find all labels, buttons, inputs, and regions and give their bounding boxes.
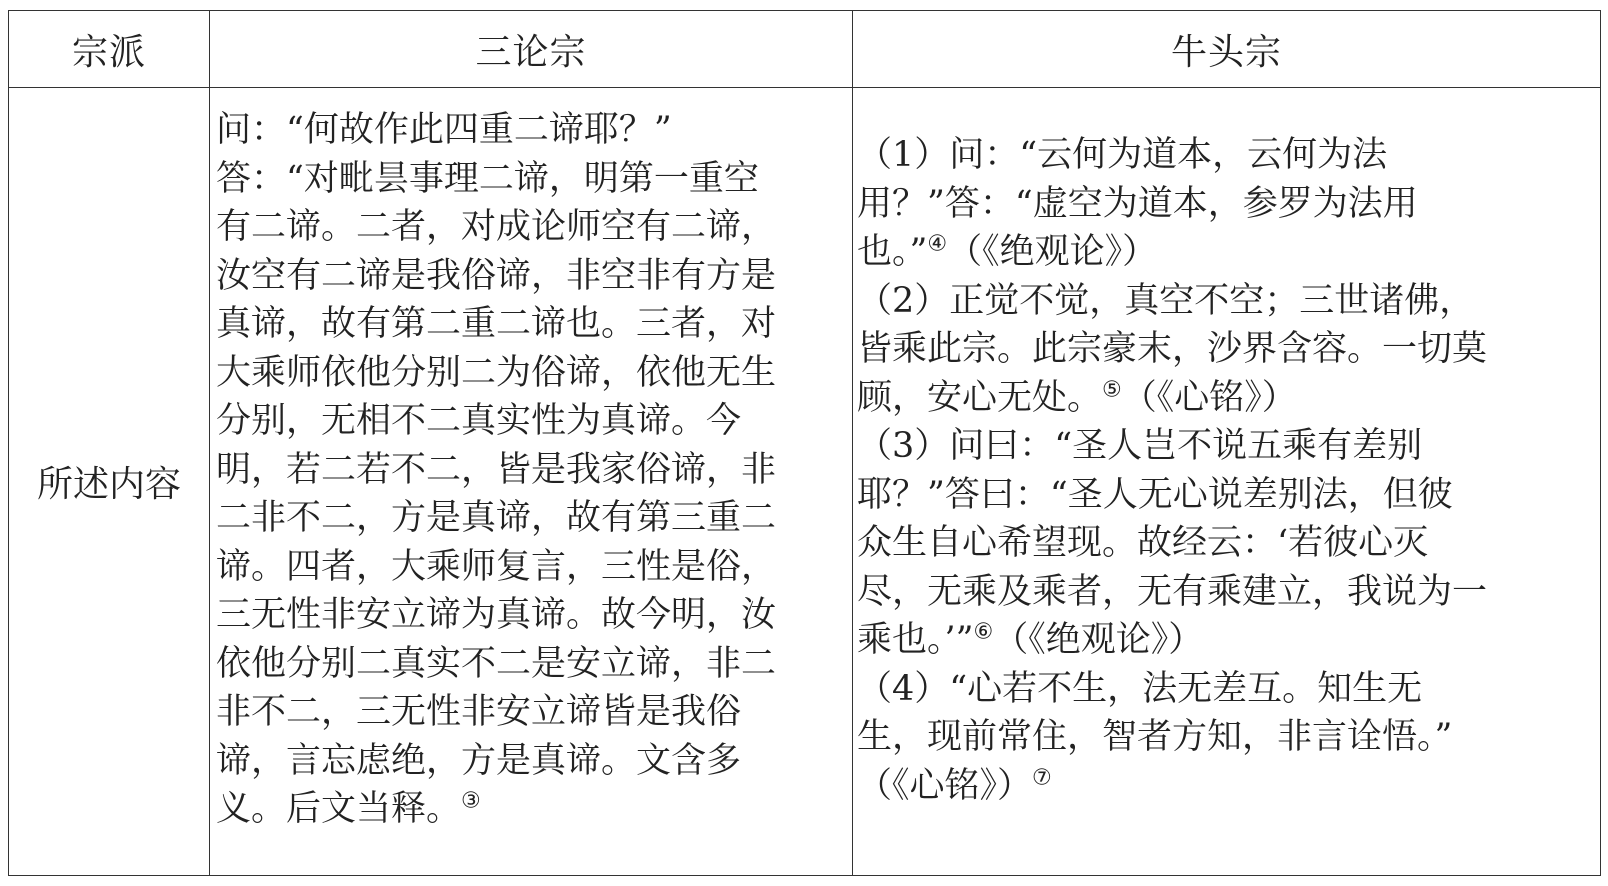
sanlun-line: 明，若二若不二，皆是我家俗谛，非 bbox=[216, 449, 777, 490]
footnote-marker: ⑦ bbox=[1032, 764, 1052, 790]
niutou-line: 也。” bbox=[857, 232, 928, 272]
sanlun-line: 二非不二，方是真谛，故有第三重二 bbox=[216, 498, 777, 538]
niutou-line: 众生自心希望现。故经云：‘若彼心灭 bbox=[857, 523, 1429, 563]
sanlun-line: 谛，言忘虑绝，方是真谛。文含多 bbox=[216, 740, 742, 781]
sanlun-last-line bbox=[216, 785, 848, 834]
niutou-text bbox=[853, 88, 1600, 810]
sanlun-line: 非不二，三无性非安立谛皆是我俗 bbox=[216, 692, 742, 732]
sanlun-line: 三无性非安立谛为真谛。故今明，汝 bbox=[216, 595, 777, 635]
row-label: 所述内容 bbox=[9, 88, 210, 876]
niutou-line: 皆乘此宗。此宗豪末，沙界含容。一切莫 bbox=[857, 329, 1488, 369]
niutou-line: 生，现前常住，智者方知，非言诠悟。” bbox=[857, 717, 1453, 757]
sanlun-line: 汝空有二谛是我俗谛，非空非有方是 bbox=[216, 255, 777, 296]
niutou-line: （4）“心若不生，法无差互。知生无 bbox=[857, 668, 1423, 709]
sanlun-line: 大乘师依他分别二为俗谛，依他无生 bbox=[216, 352, 777, 393]
niutou-line: 用？”答：“虚空为道本，参罗为法用 bbox=[857, 183, 1418, 224]
footnote-marker: ③ bbox=[461, 788, 481, 814]
niutou-line: 乘也。’” bbox=[857, 620, 974, 660]
sanlun-line: 义。后文当释。 bbox=[216, 789, 462, 829]
niutou-line: 尽，无乘及乘者，无有乘建立，我说为一 bbox=[857, 571, 1488, 612]
source-citation: （《绝观论》） bbox=[947, 232, 1158, 272]
header-niutou: 牛头宗 bbox=[853, 11, 1601, 88]
comparison-table bbox=[8, 10, 1601, 876]
niutou-cell bbox=[853, 88, 1601, 876]
sanlun-line: 分别，无相不二真实性为真谛。今 bbox=[216, 401, 742, 441]
footnote-marker: ⑤ bbox=[1102, 376, 1122, 402]
header-school: 宗派 bbox=[9, 11, 210, 88]
sanlun-cell bbox=[210, 88, 853, 876]
sanlun-line: 答：“对毗昙事理二谛，明第一重空 bbox=[216, 158, 759, 199]
sanlun-line: 有二谛。二者，对成论师空有二谛， bbox=[216, 207, 777, 247]
niutou-item-4-end bbox=[857, 762, 1596, 811]
sanlun-text bbox=[210, 88, 852, 834]
niutou-line: （《心铭》） bbox=[857, 765, 1033, 806]
niutou-line: 耶？”答曰：“圣人无心说差别法，但彼 bbox=[857, 474, 1453, 515]
niutou-item-2-end bbox=[857, 374, 1596, 423]
sanlun-line: 问：“何故作此四重二谛耶？” bbox=[216, 110, 672, 150]
niutou-line: 顾，安心无处。 bbox=[857, 377, 1103, 418]
content-row bbox=[9, 88, 1601, 876]
niutou-item-3-end bbox=[857, 616, 1596, 665]
sanlun-line: 谛。四者，大乘师复言，三性是俗， bbox=[216, 546, 777, 587]
niutou-item-1-end bbox=[857, 228, 1596, 277]
sanlun-line: 真谛，故有第二重二谛也。三者，对 bbox=[216, 304, 777, 344]
niutou-line: （3）问曰：“圣人岂不说五乘有差别 bbox=[857, 426, 1423, 466]
sanlun-line: 依他分别二真实不二是安立谛，非二 bbox=[216, 643, 777, 684]
header-row bbox=[9, 11, 1601, 88]
niutou-line: （1）问：“云何为道本，云何为法 bbox=[857, 135, 1388, 175]
niutou-line: （2）正觉不觉，真空不空；三世诸佛， bbox=[857, 280, 1475, 321]
footnote-marker: ⑥ bbox=[973, 619, 994, 645]
header-sanlun: 三论宗 bbox=[210, 11, 853, 88]
source-citation: （《心铭》） bbox=[1121, 377, 1297, 418]
source-citation: （《绝观论》） bbox=[993, 620, 1204, 660]
footnote-marker: ④ bbox=[927, 231, 948, 257]
